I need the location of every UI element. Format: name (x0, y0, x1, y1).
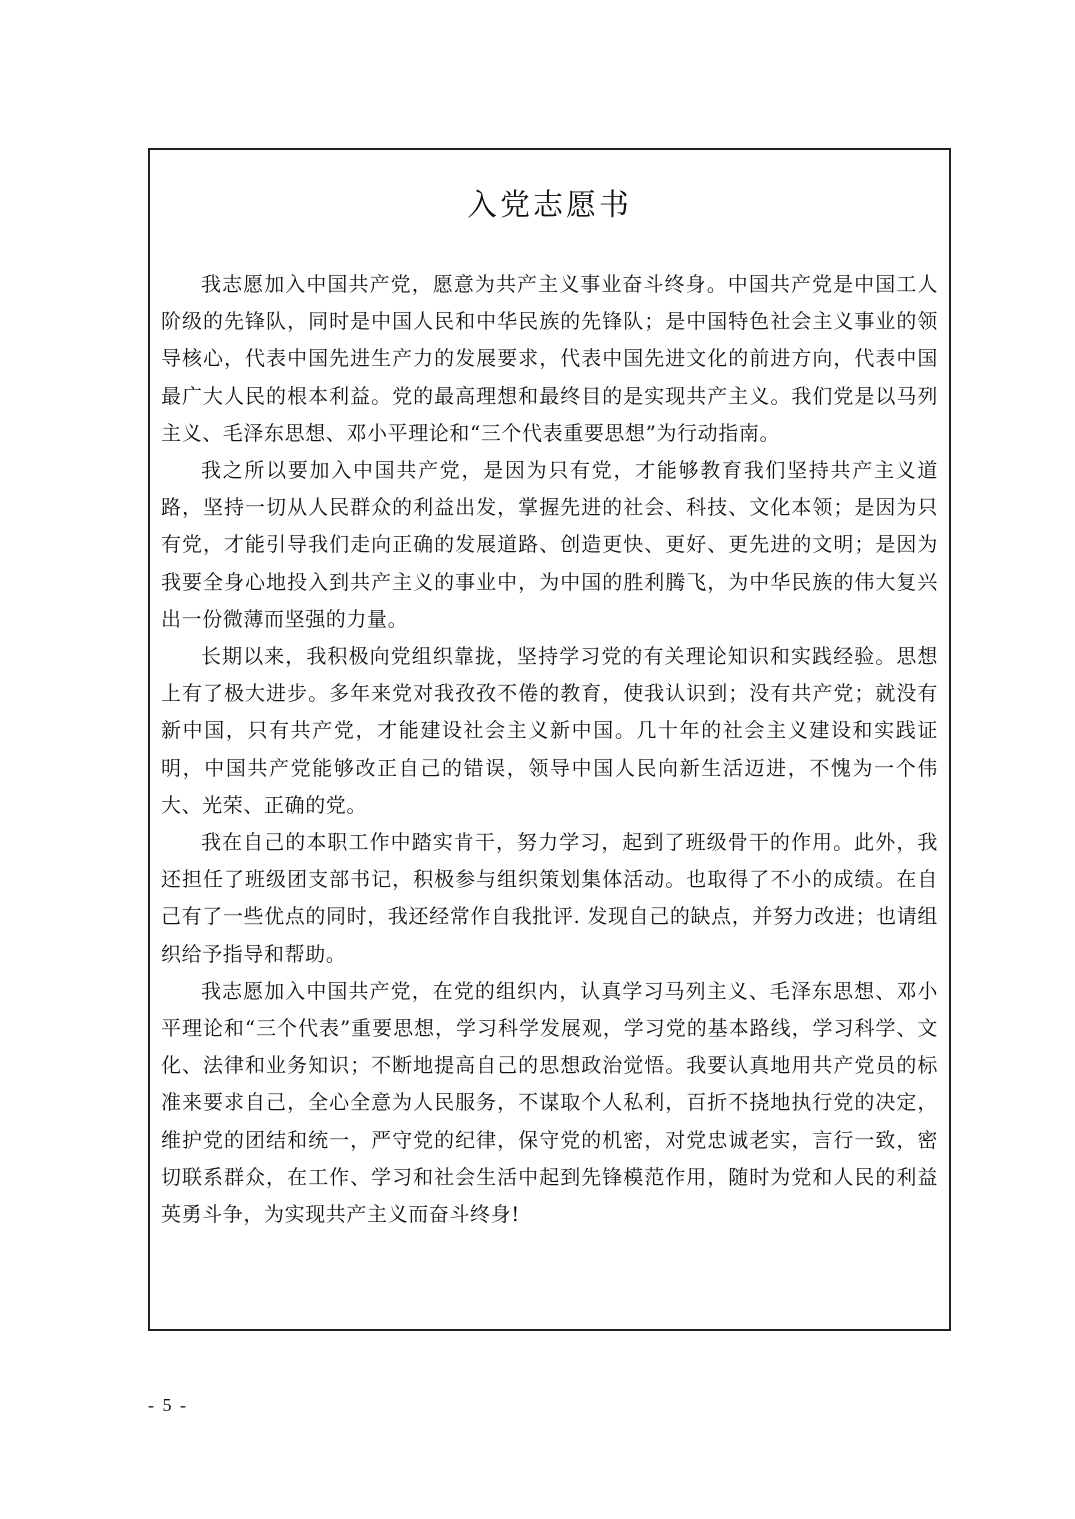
document-body (161, 266, 938, 1233)
application-form-box (148, 148, 951, 1331)
document-title: 入党志愿书 (467, 188, 632, 223)
paragraph-2: 我之所以要加入中国共产党，是因为只有党，才能够教育我们坚持共产主义道路，坚持一切从人民群众的利益出发，掌握先进的社会、科技、文化本领；是因为只有党，才能引导我们走向正确的发展道路、创造更快、更好、更先进的文明；是因为我要全身心地投入到共产主义的事业中，为中国的胜利腾飞，为中华民族的伟大复兴出一份微薄而坚强的力量。 (161, 458, 938, 631)
paragraph-5: 我志愿加入中国共产党，在党的组织内，认真学习马列主义、毛泽东思想、邓小平理论和“三个代表”重要思想，学习科学发展观，学习党的基本路线，学习科学、文化、法律和业务知识；不断地提高自己的思想政治觉悟。我要认真地用共产党员的标准来要求自己，全心全意为人民服务，不谋取个人私利，百折不挠地执行党的决定，维护党的团结和统一，严守党的纪律，保守党的机密，对党忠诚老实，言行一致，密切联系群众，在工作、学习和社会生活中起到先锋模范作用，随时为党和人民的利益英勇斗争，为实现共产主义而奋斗终身! (161, 978, 938, 1227)
paragraph-4: 我在自己的本职工作中踏实肯干，努力学习，起到了班级骨干的作用。此外，我还担任了班级团支部书记，积极参与组织策划集体活动。也取得了不小的成绩。在自己有了一些优点的同时，我还经常作自我批评. 发现自己的缺点，并努力改进；也请组织给予指导和帮助。 (161, 830, 938, 966)
paragraph-1: 我志愿加入中国共产党，愿意为共产主义事业奋斗终身。中国共产党是中国工人阶级的先锋队，同时是中国人民和中华民族的先锋队；是中国特色社会主义事业的领导核心，代表中国先进生产力的发展要求，代表中国先进文化的前进方向，代表中国最广大人民的根本利益。党的最高理想和最终目的是实现共产主义。我们党是以马列主义、毛泽东思想、邓小平理论和“三个代表重要思想”为行动指南。 (161, 272, 938, 445)
page-number: - 5 - (148, 1395, 188, 1415)
paragraph-3: 长期以来，我积极向党组织靠拢，坚持学习党的有关理论知识和实践经验。思想上有了极大进步。多年来党对我孜孜不倦的教育，使我认识到；没有共产党；就没有新中国，只有共产党，才能建设社会主义新中国。几十年的社会主义建设和实践证明，中国共产党能够改正自己的错误，领导中国人民向新生活迈进，不愧为一个伟大、光荣、正确的党。 (161, 644, 938, 817)
